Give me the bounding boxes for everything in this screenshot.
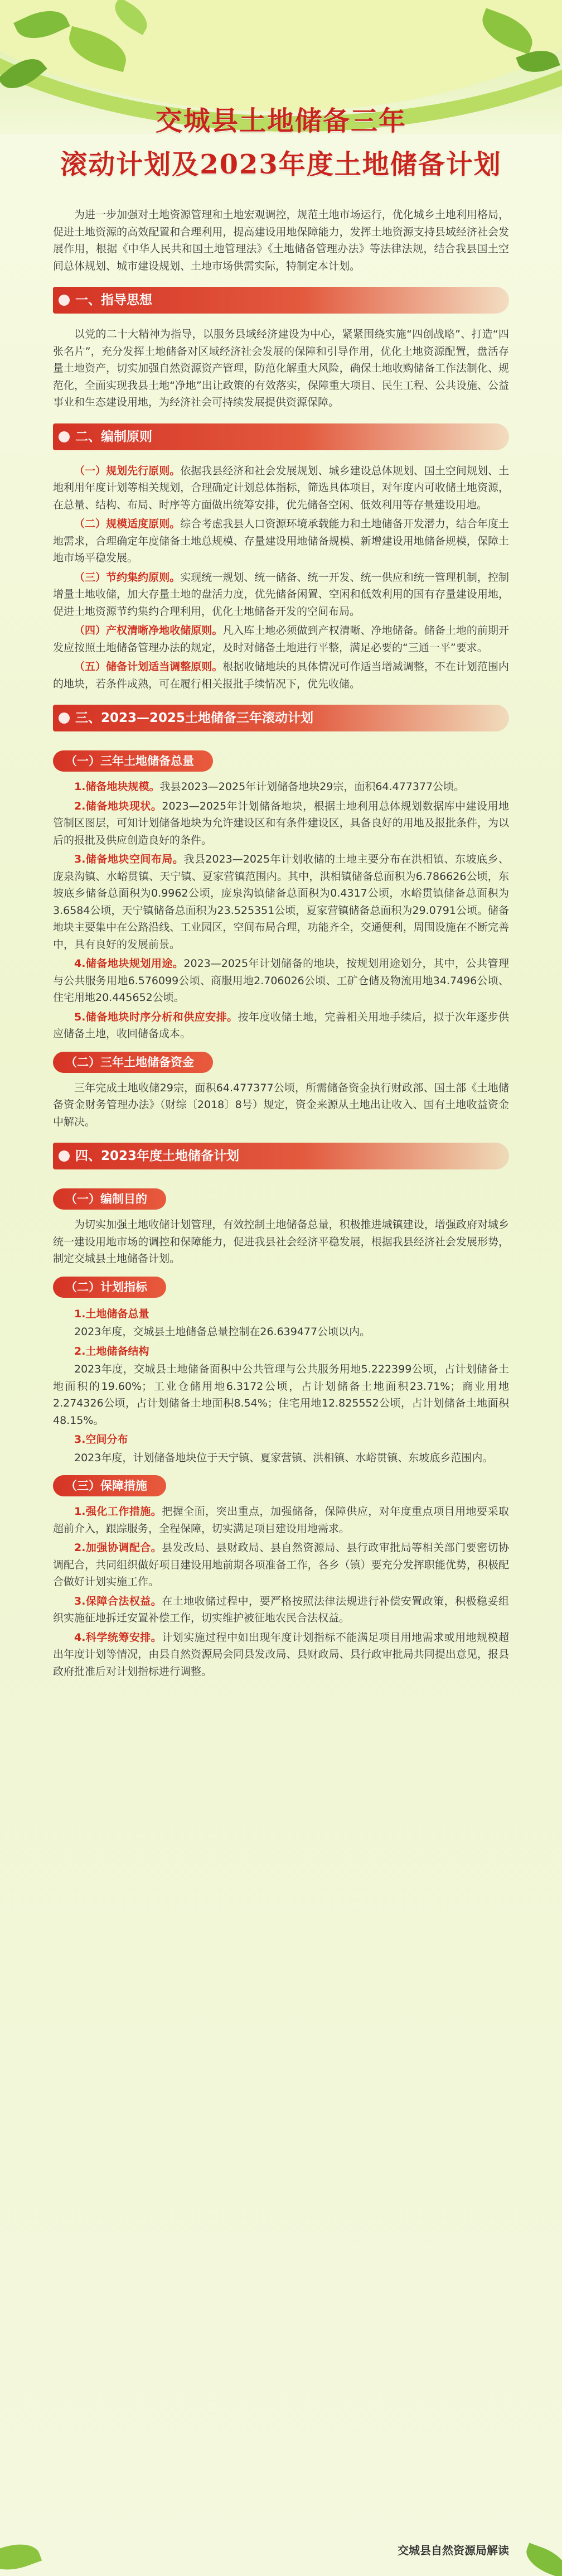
plan-item (53, 851, 509, 953)
measure-item (53, 1629, 509, 1681)
title-line-1: 交城县土地储备三年 (155, 105, 406, 137)
measure-text: 县发改局、县财政局、县自然资源局、县行政审批局等相关部门要密切协调配合，共同组织做好项目建设用地前期各项准备工作，各乡（镇）要充分发挥职能优势，积极配合做好计划实施工作。 (53, 1542, 509, 1588)
page-title (53, 99, 509, 186)
plan-item (53, 798, 509, 849)
plan-item-text: 按年度收储土地，完善相关用地手续后，拟于次年逐步供应储备土地，收回储备成本。 (53, 1010, 509, 1040)
measure-head: 4.科学统筹安排。 (74, 1631, 162, 1644)
plan-item-head: 2.储备地块现状。 (74, 800, 162, 812)
measure-item (53, 1503, 509, 1537)
subsection-header-indicators: （二）计划指标 (53, 1277, 166, 1298)
principle-text: 实现统一规划、统一储备、统一开发、统一供应和统一管理机制，控制增量土地收储，加大存量土地的盘活力度，优先储备闲置、空闲和低效利用的国有存量建设用地，促进土地资源节约集约合理利用，优化土地储备开发的空间布局。 (53, 571, 509, 618)
indicator-heading: 2.土地储备结构 (74, 1345, 149, 1357)
subsection-header-total: （一）三年土地储备总量 (53, 750, 213, 772)
indicator-heading: 1.土地储备总量 (74, 1307, 149, 1320)
article-body (53, 206, 509, 1682)
plan-item-head: 1.储备地块规模。 (74, 781, 160, 793)
section-header-principles: 二、编制原则 (53, 423, 509, 450)
measure-item (53, 1593, 509, 1627)
principle-head: （一）规划先行原则。 (74, 464, 181, 477)
section-header-three-year-plan: 三、2023—2025土地储备三年滚动计划 (53, 705, 509, 731)
leaf-icon (522, 2543, 562, 2576)
plan-item-head: 5.储备地块时序分析和供应安排。 (74, 1010, 238, 1023)
measure-text: 计划实施过程中如出现年度计划指标不能满足项目用地需求或用地规模超出年度计划等情况，由县自然资源局会同县发改局、县财政局、县行政审批局共同提出意见，报县政府批准后对计划指标进行调整。 (53, 1631, 509, 1678)
funds-text: 三年完成土地收储29宗，面积64.477377公顷，所需储备资金执行财政部、国土部《土地储备资金财务管理办法》（财综〔2018〕8号）规定，资金来源从土地出让收入、国有土地收益资金中解决。 (53, 1081, 509, 1128)
subsection-header-measures: （三）保障措施 (53, 1475, 166, 1496)
principle-item (53, 569, 509, 620)
indicator-heading: 3.空间分布 (74, 1433, 128, 1446)
principle-head: （四）产权清晰净地收储原则。 (74, 624, 223, 637)
measure-head: 2.加强协调配合。 (74, 1542, 162, 1554)
measure-item (53, 1539, 509, 1591)
intro-paragraph: 为进一步加强对土地资源管理和土地宏观调控，规范土地市场运行，优化城乡土地利用格局，促进土地资源的高效配置和合理利用，提高建设用地保障能力，发挥土地资源支持县域经济社会发展作用，根据《中华人民共和国土地管理法》《土地储备管理办法》等法律法规，结合我县国土空间总体规划、城市建设规划、土地市场供需实际，特制定本计划。 (53, 209, 509, 272)
principle-head: （二）规模适度原则。 (74, 518, 181, 530)
measure-text: 在土地收储过程中，要严格按照法律法规进行补偿安置政策，积极稳妥组织实施征地拆迁安置补偿工作，切实维护被征地农民合法权益。 (53, 1595, 509, 1624)
plan-item-head: 3.储备地块空间布局。 (74, 853, 184, 865)
plan-item-text: 我县2023—2025年计划收储的土地主要分布在洪相镇、东坡底乡、庞泉沟镇、水峪贯镇、天宁镇、夏家营镇范围内。其中，洪相镇储备总面积为6.786626公顷，东坡底乡储备总面积为0.9962公顷，庞泉沟镇储备总面积为0.4317公顷，水峪贯镇储备总面积为3.6584公顷，天宁镇储备总面积为23.525351公顷，夏家营镇储备总面积为29.0791公顷。储备地块主要集中在公路沿线、工业园区，空间布局合理，功能齐全，交通便利，周围设施在不断完善中，具有良好的发展前景。 (53, 853, 509, 951)
measure-head: 3.保障合法权益。 (74, 1595, 162, 1607)
principle-item (53, 622, 509, 656)
plan-item-text: 我县2023—2025年计划储备地块29宗，面积64.477377公顷。 (159, 781, 465, 793)
principle-head: （五）储备计划适当调整原则。 (74, 661, 223, 673)
indicator-text: 2023年度，交城县土地储备总量控制在26.639477公顷以内。 (74, 1326, 371, 1338)
signature: 交城县自然资源局解读 (398, 2544, 509, 2557)
principle-item (53, 463, 509, 514)
plan-item (53, 778, 509, 796)
leaf-icon (0, 2536, 42, 2576)
subsection-header-purpose: （一）编制目的 (53, 1188, 166, 1210)
principle-item (53, 516, 509, 567)
purpose-text: 为切实加强土地收储计划管理，有效控制土地储备总量，积极推进城镇建设，增强政府对城乡统一建设用地市场的调控和保障能力，促进我县社会经济平稳发展，根据我县经济社会发展形势，制定交城县土地储备计划。 (53, 1219, 509, 1265)
principle-head: （三）节约集约原则。 (74, 571, 181, 584)
plan-item (53, 955, 509, 1007)
guiding-ideology-text: 以党的二十大精神为指导，以服务县域经济建设为中心，紧紧围绕实施“四创战略”、打造“四张名片”，充分发挥土地储备对区域经济社会发展的保障和引导作用，优化土地资源配置，盘活存量土地资产，切实加强自然资源资产管理，防范化解重大风险，确保土地收购储备工作法制化、规范化，全面实现我县土地“净地”出让政策的有效落实，保障重大项目、民生工程、公共设施、公益事业和生态建设用地，为经济社会可持续发展提供资源保障。 (53, 328, 509, 408)
plan-item-text: 2023—2025年计划储备地块，根据土地利用总体规划数据库中建设用地管制区图层，可知计划储备地块为允许建设区和有条件建设区，具备良好的用地及报批条件，为以后的报批及供应创造良好的条件。 (53, 800, 509, 846)
plan-item (53, 1009, 509, 1043)
indicator-text: 2023年度，计划储备地块位于天宁镇、夏家营镇、洪相镇、水峪贯镇、东坡底乡范围内。 (74, 1451, 493, 1464)
principle-text: 凡入库土地必须做到产权清晰、净地储备。储备土地的前期开发应按照土地储备管理办法的规定，及时对储备土地进行平整，满足必要的“三通一平”要求。 (53, 624, 509, 654)
title-line-2: 滚动计划及2023年度土地储备计划 (60, 149, 502, 180)
principle-text: 根据收储地块的具体情况可作适当增减调整，不在计划范围内的地块，若条件成熟，可在履行相关报批手续情况下，优先收储。 (53, 661, 509, 690)
subsection-header-funds: （二）三年土地储备资金 (53, 1052, 213, 1073)
plan-item-head: 4.储备地块规划用途。 (74, 957, 184, 970)
plan-item-text: 2023—2025年计划储备的地块，按规划用途划分，其中，公共管理与公共服务用地6.576099公顷、商服用地2.706026公顷、工矿仓储及物流用地34.7496公顷、住宅用地20.445652公顷。 (53, 957, 509, 1004)
measure-head: 1.强化工作措施。 (74, 1505, 162, 1518)
principle-item (53, 658, 509, 692)
indicator-text: 2023年度，交城县土地储备面积中公共管理与公共服务用地5.222399公顷，占计划储备土地面积的19.60%；工业仓储用地6.3172公顷，占计划储备土地面积23.71%；商业用地2.274326公顷，占计划储备土地面积8.54%；住宅用地12.825552公顷，占计划储备土地面积48.15%。 (53, 1363, 509, 1427)
section-header-guiding-ideology: 一、指导思想 (53, 287, 509, 314)
section-header-annual-plan: 四、2023年度土地储备计划 (53, 1143, 509, 1169)
principle-text: 综合考虑我县人口资源环境承载能力和土地储备开发潜力，结合年度土地需求，合理确定年度储备土地总规模、存量建设用地储备规模、新增建设用地储备规模，保障土地市场平稳发展。 (53, 518, 509, 564)
principle-text: 依据我县经济和社会发展规划、城乡建设总体规划、国土空间规划、土地利用年度计划等相关规划，合理确定计划总体指标，筛选具体项目，对年度内可收储土地资源，在总量、结构、布局、时序等方面做出统筹安排，优先储备空闲、低效利用等存量建设用地。 (53, 464, 509, 511)
measure-text: 把握全面，突出重点，加强储备，保障供应，对年度重点项目用地要采取超前介入，跟踪服务，全程保障，切实满足项目建设用地需求。 (53, 1505, 509, 1535)
